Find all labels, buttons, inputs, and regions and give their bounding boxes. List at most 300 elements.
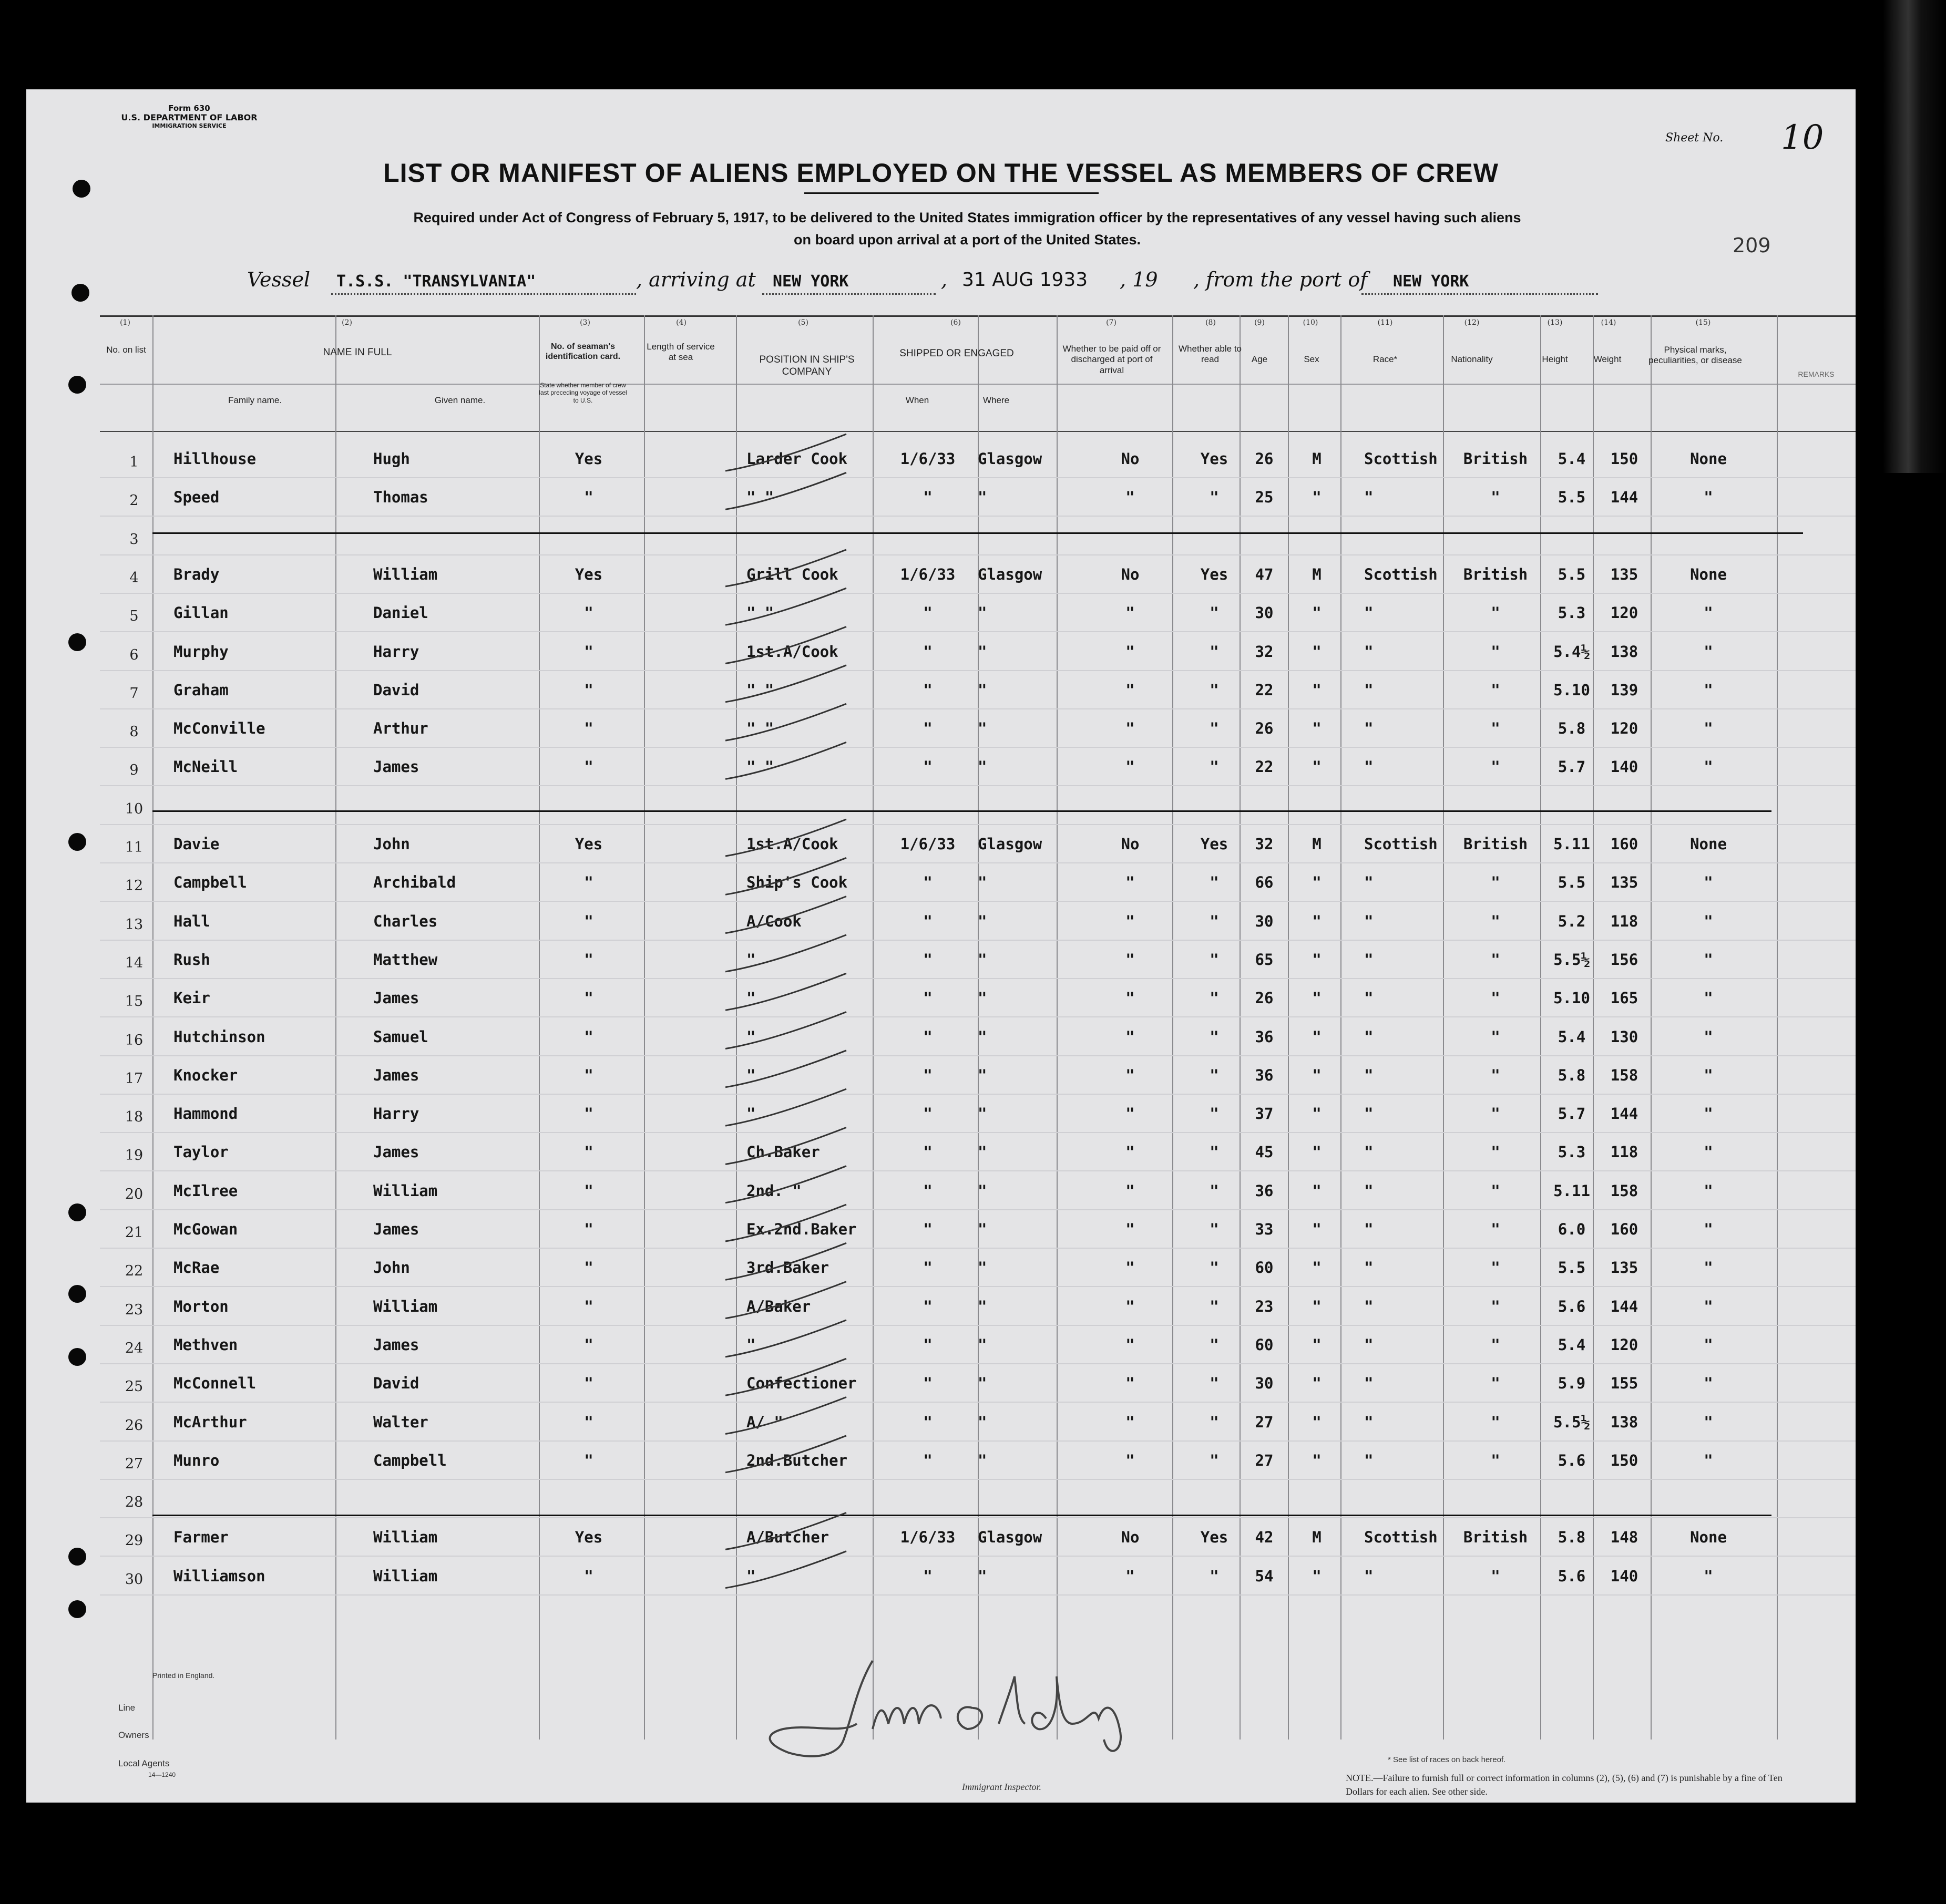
cell-family: Taylor	[173, 1143, 229, 1161]
cell-race: "	[1364, 488, 1374, 507]
printed-in-england: Printed in England.	[152, 1671, 215, 1680]
cell-paid: "	[1125, 488, 1135, 507]
local-agents-label: Local Agents	[118, 1758, 170, 1768]
cell-paid: "	[1125, 719, 1135, 738]
cell-nat: "	[1491, 681, 1500, 699]
cell-where: "	[978, 681, 987, 699]
cell-prev: "	[584, 719, 593, 738]
cell-weight: 160	[1610, 835, 1638, 853]
cell-position: A/Butcher	[746, 1528, 829, 1547]
cell-prev: "	[584, 989, 593, 1007]
row-ruling	[100, 978, 1856, 979]
line-number: 7	[129, 685, 139, 702]
cell-read: "	[1210, 681, 1219, 699]
hdr-family-name: Family name.	[228, 395, 282, 405]
cell-where: "	[978, 1374, 987, 1393]
cell-height: 5.8	[1558, 1066, 1586, 1084]
cell-paid: "	[1125, 1027, 1135, 1046]
line-number: 1	[129, 454, 139, 470]
cell-position: 2nd. "	[746, 1181, 802, 1200]
pen-stroke	[725, 588, 846, 625]
cell-marks: "	[1704, 873, 1713, 892]
cell-age: 36	[1255, 1027, 1274, 1046]
cell-when: "	[923, 1297, 933, 1315]
cell-age: 36	[1255, 1066, 1274, 1084]
col-num-11: (11)	[1377, 318, 1393, 327]
cell-nat: "	[1491, 1105, 1500, 1123]
cell-where: Glasgow	[978, 835, 1042, 853]
cell-family: Methven	[173, 1335, 238, 1354]
cell-position: A/ "	[746, 1413, 783, 1431]
row-ruling	[100, 940, 1856, 941]
pen-stroke	[725, 1089, 846, 1126]
column-rule	[152, 315, 153, 1740]
cell-sex: "	[1312, 1335, 1322, 1354]
cell-weight: 150	[1610, 450, 1638, 468]
cell-prev: "	[584, 642, 593, 661]
title-underline	[804, 192, 1099, 194]
cell-when: 1/6/33	[900, 450, 956, 468]
cell-given: Campbell	[373, 1451, 447, 1469]
cell-where: "	[978, 1143, 987, 1161]
group-divider-line-28	[152, 1515, 1771, 1516]
cell-prev: "	[584, 1181, 593, 1200]
cell-paid: "	[1125, 1451, 1135, 1469]
cell-sex: "	[1312, 642, 1322, 661]
pen-stroke	[725, 1205, 846, 1241]
line-number: 28	[125, 1494, 144, 1511]
cell-race: "	[1364, 642, 1374, 661]
cell-when: "	[923, 950, 933, 969]
inspector-signature	[752, 1645, 1214, 1776]
cell-position: "	[746, 1066, 756, 1084]
cell-where: "	[978, 873, 987, 892]
hdr-race: Race*	[1373, 354, 1398, 364]
cell-read: "	[1210, 604, 1219, 622]
cell-prev: Yes	[575, 450, 603, 468]
hdr-age: Age	[1251, 354, 1268, 364]
cell-position: " "	[746, 719, 774, 738]
cell-given: James	[373, 1143, 419, 1161]
cell-nat: "	[1491, 1259, 1500, 1277]
line-number: 6	[129, 646, 139, 663]
cell-given: Harry	[373, 642, 419, 661]
cell-height: 5.5½	[1553, 950, 1590, 969]
cell-where: "	[978, 1413, 987, 1431]
cell-prev: "	[584, 758, 593, 776]
row-ruling	[100, 554, 1856, 555]
cell-read: Yes	[1200, 565, 1228, 583]
cell-sex: "	[1312, 1105, 1322, 1123]
cell-read: "	[1210, 989, 1219, 1007]
cell-position: "	[746, 1027, 756, 1046]
cell-read: "	[1210, 488, 1219, 507]
cell-nat: "	[1491, 758, 1500, 776]
cell-position: " "	[746, 758, 774, 776]
row-ruling	[100, 1479, 1856, 1480]
cell-given: William	[373, 1567, 438, 1585]
cell-family: Graham	[173, 681, 229, 699]
cell-age: 26	[1255, 719, 1274, 738]
pen-stroke	[725, 627, 846, 664]
cell-where: "	[978, 1567, 987, 1585]
cell-marks: "	[1704, 1220, 1713, 1238]
cell-marks: "	[1704, 1181, 1713, 1200]
cell-where: "	[978, 1335, 987, 1354]
cell-race: "	[1364, 1374, 1374, 1393]
cell-given: Walter	[373, 1413, 428, 1431]
punch-hole	[68, 1600, 86, 1618]
row-ruling	[100, 1556, 1856, 1557]
cell-prev: "	[584, 1335, 593, 1354]
cell-where: "	[978, 950, 987, 969]
col-num-1: (1)	[120, 318, 130, 327]
cell-race: "	[1364, 681, 1374, 699]
cell-when: "	[923, 1220, 933, 1238]
cell-sex: "	[1312, 1567, 1322, 1585]
vessel-label: Vessel	[247, 268, 311, 291]
line-number: 20	[125, 1186, 144, 1202]
service: IMMIGRATION SERVICE	[152, 122, 227, 129]
form-code: 14—1240	[148, 1771, 176, 1778]
punch-hole	[68, 1285, 86, 1303]
col-num-12: (12)	[1464, 318, 1480, 327]
cell-read: "	[1210, 1105, 1219, 1123]
sheet-number: 10	[1781, 118, 1824, 157]
cell-paid: "	[1125, 681, 1135, 699]
cell-when: "	[923, 1374, 933, 1393]
cell-read: "	[1210, 1259, 1219, 1277]
cell-weight: 135	[1610, 873, 1638, 892]
cell-marks: "	[1704, 1335, 1713, 1354]
cell-age: 36	[1255, 1181, 1274, 1200]
cell-weight: 165	[1610, 989, 1638, 1007]
cell-where: "	[978, 1181, 987, 1200]
cell-height: 5.7	[1558, 758, 1586, 776]
cell-height: 5.5	[1558, 1259, 1586, 1277]
cell-race: "	[1364, 758, 1374, 776]
cell-weight: 120	[1610, 719, 1638, 738]
line-number: 23	[125, 1301, 144, 1318]
cell-weight: 148	[1610, 1528, 1638, 1547]
cell-race: "	[1364, 950, 1374, 969]
cell-given: William	[373, 1528, 438, 1547]
cell-height: 5.6	[1558, 1567, 1586, 1585]
cell-weight: 158	[1610, 1181, 1638, 1200]
cell-age: 30	[1255, 604, 1274, 622]
cell-age: 22	[1255, 681, 1274, 699]
cell-given: John	[373, 835, 410, 853]
punch-hole	[68, 1203, 86, 1221]
line-number: 16	[125, 1032, 144, 1048]
cell-family: McConnell	[173, 1374, 257, 1393]
col-num-15: (15)	[1695, 318, 1711, 327]
cell-when: "	[923, 1259, 933, 1277]
cell-where: "	[978, 1259, 987, 1277]
cell-where: "	[978, 1451, 987, 1469]
cell-nat: "	[1491, 604, 1500, 622]
cell-where: Glasgow	[978, 450, 1042, 468]
cell-given: David	[373, 1374, 419, 1393]
cell-prev: "	[584, 1413, 593, 1431]
cell-weight: 140	[1610, 1567, 1638, 1585]
pen-stroke	[725, 935, 846, 972]
cell-read: "	[1210, 1374, 1219, 1393]
hdr-when: When	[905, 395, 929, 405]
row-ruling	[100, 747, 1856, 748]
cell-nat: "	[1491, 1451, 1500, 1469]
col-num-2: (2)	[342, 318, 352, 327]
hdr-remarks: REMARKS	[1798, 370, 1835, 378]
cell-read: "	[1210, 1297, 1219, 1315]
from-port: NEW YORK	[1393, 272, 1469, 291]
cell-sex: "	[1312, 488, 1322, 507]
punch-hole	[68, 1548, 86, 1566]
cell-marks: "	[1704, 488, 1713, 507]
cell-race: "	[1364, 1259, 1374, 1277]
cell-family: Hall	[173, 912, 210, 930]
cell-where: "	[978, 604, 987, 622]
cell-weight: 138	[1610, 1413, 1638, 1431]
cell-age: 30	[1255, 1374, 1274, 1393]
cell-age: 66	[1255, 873, 1274, 892]
cell-height: 5.8	[1558, 1528, 1586, 1547]
cell-read: "	[1210, 912, 1219, 930]
cell-given: John	[373, 1259, 410, 1277]
cell-when: "	[923, 758, 933, 776]
cell-read: "	[1210, 1567, 1219, 1585]
cell-sex: "	[1312, 1181, 1322, 1200]
line-number: 13	[125, 916, 144, 933]
cell-sex: "	[1312, 1374, 1322, 1393]
cell-nat: British	[1463, 450, 1528, 468]
pen-stroke	[725, 1397, 846, 1434]
col-num-3: (3)	[580, 318, 590, 327]
cell-weight: 160	[1610, 1220, 1638, 1238]
row-ruling	[100, 516, 1856, 517]
cell-age: 54	[1255, 1567, 1274, 1585]
cell-race: Scottish	[1364, 835, 1438, 853]
row-ruling	[100, 1440, 1856, 1442]
cell-race: Scottish	[1364, 1528, 1438, 1547]
row-ruling	[100, 862, 1856, 863]
cell-where: "	[978, 758, 987, 776]
cell-family: Knocker	[173, 1066, 238, 1084]
cell-paid: No	[1121, 835, 1140, 853]
cell-weight: 120	[1610, 604, 1638, 622]
cell-nat: "	[1491, 950, 1500, 969]
cell-position: A/Baker	[746, 1297, 811, 1315]
cell-position: 3rd.Baker	[746, 1259, 829, 1277]
cell-position: Ch.Baker	[746, 1143, 820, 1161]
row-ruling	[100, 901, 1856, 902]
cell-sex: M	[1312, 565, 1322, 583]
pen-stroke	[725, 1358, 846, 1395]
cell-prev: Yes	[575, 565, 603, 583]
cell-when: "	[923, 1066, 933, 1084]
punch-hole	[68, 833, 86, 851]
cell-weight: 156	[1610, 950, 1638, 969]
cell-age: 22	[1255, 758, 1274, 776]
cell-paid: No	[1121, 1528, 1140, 1547]
cell-position: A/Cook	[746, 912, 802, 930]
cell-sex: "	[1312, 989, 1322, 1007]
punch-hole	[68, 1348, 86, 1366]
cell-paid: "	[1125, 1066, 1135, 1084]
cell-where: "	[978, 989, 987, 1007]
cell-sex: "	[1312, 950, 1322, 969]
pen-stroke	[725, 665, 846, 702]
cell-read: "	[1210, 719, 1219, 738]
cell-when: "	[923, 1413, 933, 1431]
punch-hole	[68, 376, 86, 394]
cell-when: "	[923, 642, 933, 661]
cell-weight: 139	[1610, 681, 1638, 699]
cell-given: William	[373, 1181, 438, 1200]
cell-marks: "	[1704, 1143, 1713, 1161]
cell-read: "	[1210, 1451, 1219, 1469]
cell-given: James	[373, 1066, 419, 1084]
cell-nat: "	[1491, 488, 1500, 507]
cell-read: "	[1210, 1066, 1219, 1084]
line-number: 9	[129, 762, 139, 779]
cell-family: Brady	[173, 565, 220, 583]
cell-paid: "	[1125, 1220, 1135, 1238]
cell-given: James	[373, 758, 419, 776]
cell-age: 47	[1255, 565, 1274, 583]
line-number: 18	[125, 1109, 144, 1126]
column-rule	[335, 315, 336, 1740]
pen-stroke	[725, 1012, 846, 1049]
subtitle-line-2: on board upon arrival at a port of the United States.	[793, 231, 1141, 248]
cell-nat: "	[1491, 912, 1500, 930]
cell-family: Keir	[173, 989, 210, 1007]
cell-marks: "	[1704, 1413, 1713, 1431]
cell-given: Arthur	[373, 719, 428, 738]
cell-position: Confectioner	[746, 1374, 857, 1393]
cell-sex: "	[1312, 873, 1322, 892]
cell-sex: "	[1312, 912, 1322, 930]
cell-height: 5.4	[1558, 1027, 1586, 1046]
cell-read: "	[1210, 950, 1219, 969]
arriving-port: NEW YORK	[773, 272, 849, 291]
cell-paid: "	[1125, 1567, 1135, 1585]
cell-family: Farmer	[173, 1528, 229, 1547]
row-ruling	[100, 708, 1856, 709]
column-rule	[1651, 315, 1652, 1740]
hdr-shipped-engaged: SHIPPED OR ENGAGED	[899, 348, 1014, 359]
pen-stroke	[725, 1512, 846, 1549]
cell-weight: 130	[1610, 1027, 1638, 1046]
cell-height: 5.7	[1558, 1105, 1586, 1123]
cell-position: " "	[746, 681, 774, 699]
vessel-name-line	[331, 293, 636, 295]
line-number: 26	[125, 1417, 144, 1434]
pen-stroke	[725, 1127, 846, 1164]
cell-height: 5.5½	[1553, 1413, 1590, 1431]
from-port-line	[1361, 293, 1598, 295]
cell-prev: "	[584, 1105, 593, 1123]
row-ruling	[100, 1325, 1856, 1326]
line-number: 14	[125, 954, 144, 971]
cell-height: 5.8	[1558, 719, 1586, 738]
line-number: 11	[125, 839, 144, 856]
cell-nat: "	[1491, 1220, 1500, 1238]
cell-marks: "	[1704, 604, 1713, 622]
cell-height: 5.4½	[1553, 642, 1590, 661]
cell-sex: "	[1312, 1066, 1322, 1084]
cell-position: "	[746, 950, 756, 969]
cell-position: Grill Cook	[746, 565, 838, 583]
col-num-5: (5)	[798, 318, 808, 327]
cell-read: Yes	[1200, 1528, 1228, 1547]
cell-given: James	[373, 1220, 419, 1238]
cell-where: "	[978, 719, 987, 738]
cell-read: Yes	[1200, 450, 1228, 468]
hdr-nationality: Nationality	[1451, 354, 1493, 364]
cell-sex: "	[1312, 1451, 1322, 1469]
cell-nat: "	[1491, 1297, 1500, 1315]
cell-position: Larder Cook	[746, 450, 848, 468]
cell-marks: None	[1690, 835, 1727, 853]
pen-stroke	[725, 434, 846, 471]
row-ruling	[100, 1170, 1856, 1171]
cell-weight: 118	[1610, 1143, 1638, 1161]
hdr-given-name: Given name.	[434, 395, 486, 405]
hdr-physical-marks: Physical marks, peculiarities, or disease	[1648, 345, 1742, 366]
cell-prev: "	[584, 1066, 593, 1084]
footer-note: NOTE.—Failure to furnish full or correct information in columns (2), (5), (6) and (7) is punishable by a fine of Ten Dollars for each alien. See other side.	[1346, 1773, 1783, 1797]
cell-nat: "	[1491, 1335, 1500, 1354]
cell-height: 5.5	[1558, 565, 1586, 583]
cell-paid: "	[1125, 1181, 1135, 1200]
cell-race: "	[1364, 1297, 1374, 1315]
cell-given: James	[373, 989, 419, 1007]
races-note: * See list of races on back hereof.	[1388, 1755, 1506, 1764]
cell-marks: None	[1690, 1528, 1727, 1547]
cell-race: "	[1364, 1027, 1374, 1046]
cell-family: Hammond	[173, 1105, 238, 1123]
cell-where: "	[978, 1220, 987, 1238]
cell-when: "	[923, 1181, 933, 1200]
cell-nat: "	[1491, 719, 1500, 738]
cell-prev: Yes	[575, 1528, 603, 1547]
pen-stroke	[725, 858, 846, 894]
cell-sex: "	[1312, 1027, 1322, 1046]
cell-family: McIlree	[173, 1181, 238, 1200]
cell-given: William	[373, 565, 438, 583]
cell-where: "	[978, 488, 987, 507]
cell-paid: "	[1125, 1374, 1135, 1393]
cell-marks: "	[1704, 1259, 1713, 1277]
cell-family: Murphy	[173, 642, 229, 661]
cell-race: "	[1364, 1451, 1374, 1469]
cell-nat: "	[1491, 1143, 1500, 1161]
cell-race: "	[1364, 1143, 1374, 1161]
cell-nat: "	[1491, 1181, 1500, 1200]
cell-race: "	[1364, 873, 1374, 892]
cell-read: Yes	[1200, 835, 1228, 853]
cell-family: McConville	[173, 719, 265, 738]
column-rule	[1057, 315, 1058, 1740]
cell-height: 5.6	[1558, 1451, 1586, 1469]
cell-paid: "	[1125, 1413, 1135, 1431]
cell-prev: "	[584, 604, 593, 622]
cell-height: 5.2	[1558, 912, 1586, 930]
cell-position: 2nd.Butcher	[746, 1451, 848, 1469]
cell-position: "	[746, 1105, 756, 1123]
cell-nat: "	[1491, 1374, 1500, 1393]
